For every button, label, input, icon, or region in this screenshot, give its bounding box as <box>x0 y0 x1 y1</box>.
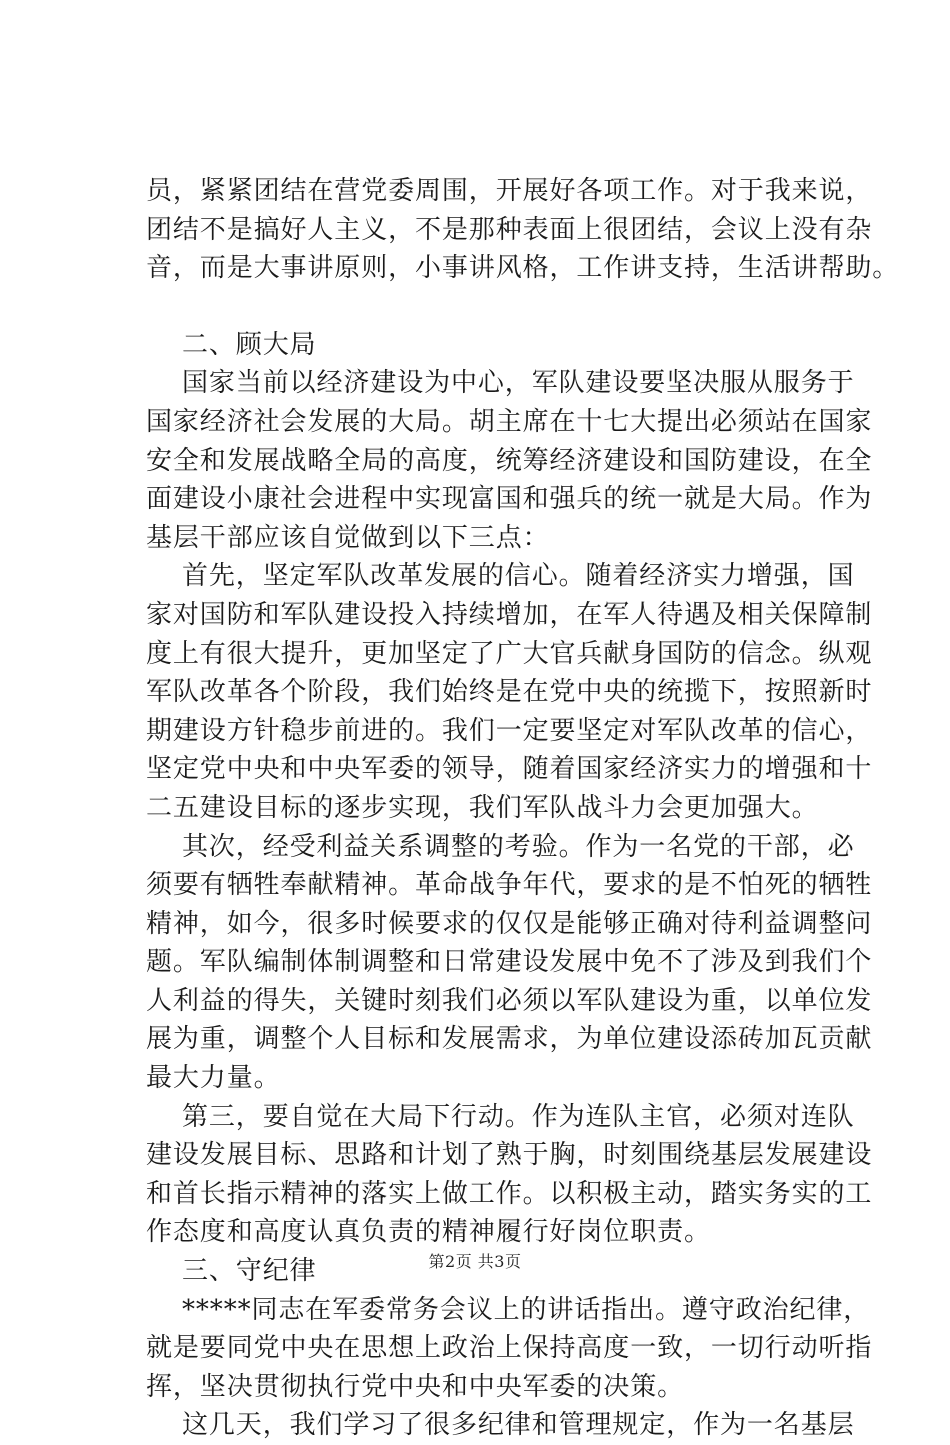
text-line: 度上有很大提升，更加坚定了广大官兵献身国防的信念。纵观 <box>146 638 873 669</box>
text-line: 基层干部应该自觉做到以下三点： <box>146 522 550 553</box>
text-line: 挥，坚决贯彻执行党中央和中央军委的决策。 <box>146 1371 685 1402</box>
text-line: 期建设方针稳步前进的。我们一定要坚定对军队改革的信心， <box>146 715 873 746</box>
text-line: 家对国防和军队建设投入持续增加，在军人待遇及相关保障制 <box>146 599 873 630</box>
text-line: 建设发展目标、思路和计划了熟于胸，时刻围绕基层发展建设 <box>146 1140 873 1171</box>
text-line: 国家经济社会发展的大局。胡主席在十七大提出必须站在国家 <box>146 406 873 437</box>
text-line: 坚定党中央和中央军委的领导，随着国家经济实力的增强和十 <box>146 754 873 785</box>
paragraph-gap <box>146 288 846 326</box>
text-line: 展为重，调整个人目标和发展需求，为单位建设添砖加瓦贡献 <box>146 1024 873 1055</box>
text-line: 首先，坚定军队改革发展的信心。随着经济实力增强，国 <box>182 561 855 592</box>
text-line: 其次，经受利益关系调整的考验。作为一名党的干部，必 <box>182 831 855 862</box>
section-heading: 三、守纪律 <box>182 1256 317 1287</box>
text-line: 军队改革各个阶段，我们始终是在党中央的统揽下，按照新时 <box>146 677 873 708</box>
text-line: 精神，如今，很多时候要求的仅仅是能够正确对待利益调整问 <box>146 908 873 939</box>
page-footer: 第2页 共3页 <box>428 1252 522 1271</box>
text-line: 须要有牺牲奉献精神。革命战争年代，要求的是不怕死的牺牲 <box>146 870 873 901</box>
text-line: 面建设小康社会进程中实现富国和强兵的统一就是大局。作为 <box>146 484 873 515</box>
text-line: 这几天，我们学习了很多纪律和管理规定，作为一名基层 <box>182 1410 855 1441</box>
text-line: 第三，要自觉在大局下行动。作为连队主官，必须对连队 <box>182 1101 855 1132</box>
text-line: 团结不是搞好人主义，不是那种表面上很团结，会议上没有杂 <box>146 214 873 245</box>
text-line: 最大力量。 <box>146 1063 281 1094</box>
text-line: 员，紧紧团结在营党委周围，开展好各项工作。对于我来说， <box>146 176 873 206</box>
section-heading: 二、顾大局 <box>182 329 317 360</box>
text-line: 国家当前以经济建设为中心，军队建设要坚决服从服务于 <box>182 368 855 399</box>
text-line: 二五建设目标的逐步实现，我们军队战斗力会更加强大。 <box>146 792 819 823</box>
text-line: 安全和发展战略全局的高度，统筹经济建设和国防建设，在全 <box>146 445 873 476</box>
text-line: 就是要同党中央在思想上政治上保持高度一致，一切行动听指 <box>146 1333 873 1364</box>
text-line: 音，而是大事讲原则，小事讲风格，工作讲支持，生活讲帮助。 <box>146 253 900 284</box>
text-line: 题。军队编制体制调整和日常建设发展中免不了涉及到我们个 <box>146 947 873 978</box>
text-line: 和首长指示精神的落实上做工作。以积极主动，踏实务实的工 <box>146 1178 873 1209</box>
text-line: 作态度和高度认真负责的精神履行好岗位职责。 <box>146 1217 711 1248</box>
text-line: *****同志在军委常务会议上的讲话指出。遵守政治纪律， <box>182 1294 871 1325</box>
text-line: 人利益的得失，关键时刻我们必须以军队建设为重，以单位发 <box>146 985 873 1016</box>
